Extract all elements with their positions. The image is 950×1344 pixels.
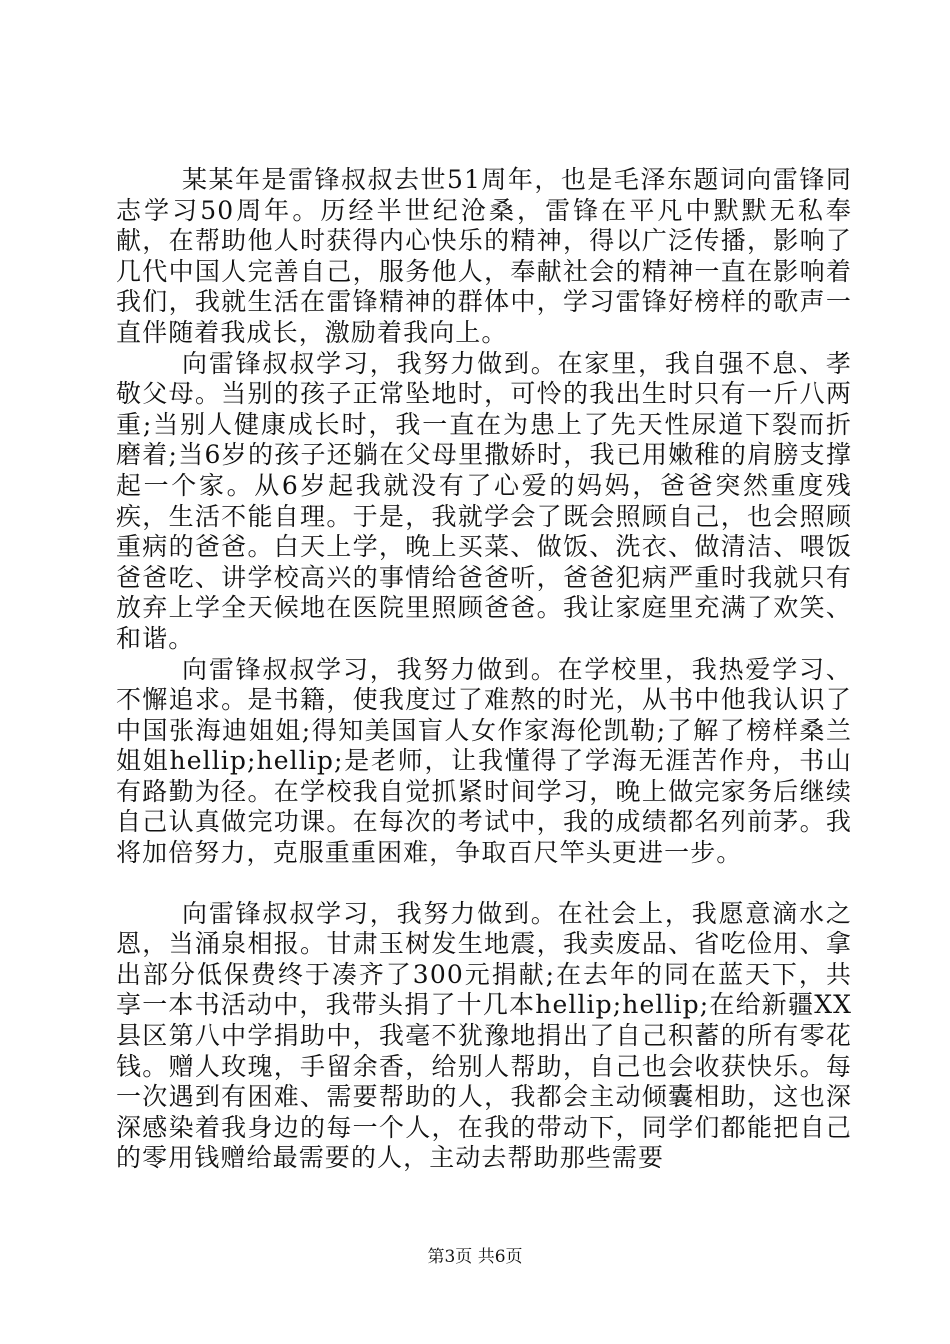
- document-body: [116, 165, 852, 1174]
- paragraph-4: 向雷锋叔叔学习，我努力做到。在社会上，我愿意滴水之恩，当涌泉相报。甘肃玉树发生地震，我卖废品、省吃俭用、拿出部分低保费终于凑齐了300元捐献;在去年的同在蓝天下，共享一本书活动中，我带头捐了十几本hellip;hellip;在给新疆XX县区第八中学捐助中，我毫不犹豫地捐出了自己积蓄的所有零花钱。赠人玫瑰，手留余香，给别人帮助，自己也会收获快乐。每一次遇到有困难、需要帮助的人，我都会主动倾囊相助，这也深深感染着我身边的每一个人，在我的带动下，同学们都能把自己的零用钱赠给最需要的人，主动去帮助那些需要: [116, 898, 852, 1173]
- paragraph-3: 向雷锋叔叔学习，我努力做到。在学校里，我热爱学习、不懈追求。是书籍，使我度过了难熬的时光，从书中他我认识了中国张海迪姐姐;得知美国盲人女作家海伦凯勒;了解了榜样桑兰姐姐hellip;hellip;是老师，让我懂得了学海无涯苦作舟，书山有路勤为径。在学校我自觉抓紧时间学习，晚上做完家务后继续自己认真做完功课。在每次的考试中，我的成绩都名列前茅。我将加倍努力，克服重重困难，争取百尺竿头更进一步。: [116, 654, 852, 868]
- page-footer: 第3页 共6页: [427, 1247, 523, 1267]
- paragraph-2: 向雷锋叔叔学习，我努力做到。在家里，我自强不息、孝敬父母。当别的孩子正常坠地时，可怜的我出生时只有一斤八两重;当别人健康成长时，我一直在为患上了先天性尿道下裂而折磨着;当6岁的孩子还躺在父母里撒娇时，我已用嫩稚的肩膀支撑起一个家。从6岁起我就没有了心爱的妈妈，爸爸突然重度残疾，生活不能自理。于是，我就学会了既会照顾自己，也会照顾重病的爸爸。白天上学，晚上买菜、做饭、洗衣、做清洁、喂饭爸爸吃、讲学校高兴的事情给爸爸听，爸爸犯病严重时我就只有放弃上学全天候地在医院里照顾爸爸。我让家庭里充满了欢笑、和谐。: [116, 348, 852, 653]
- paragraph-1: 某某年是雷锋叔叔去世51周年，也是毛泽东题词向雷锋同志学习50周年。历经半世纪沧桑，雷锋在平凡中默默无私奉献，在帮助他人时获得内心快乐的精神，得以广泛传播，影响了几代中国人完善自己，服务他人，奉献社会的精神一直在影响着我们，我就生活在雷锋精神的群体中，学习雷锋好榜样的歌声一直伴随着我成长，激励着我向上。: [116, 165, 852, 347]
